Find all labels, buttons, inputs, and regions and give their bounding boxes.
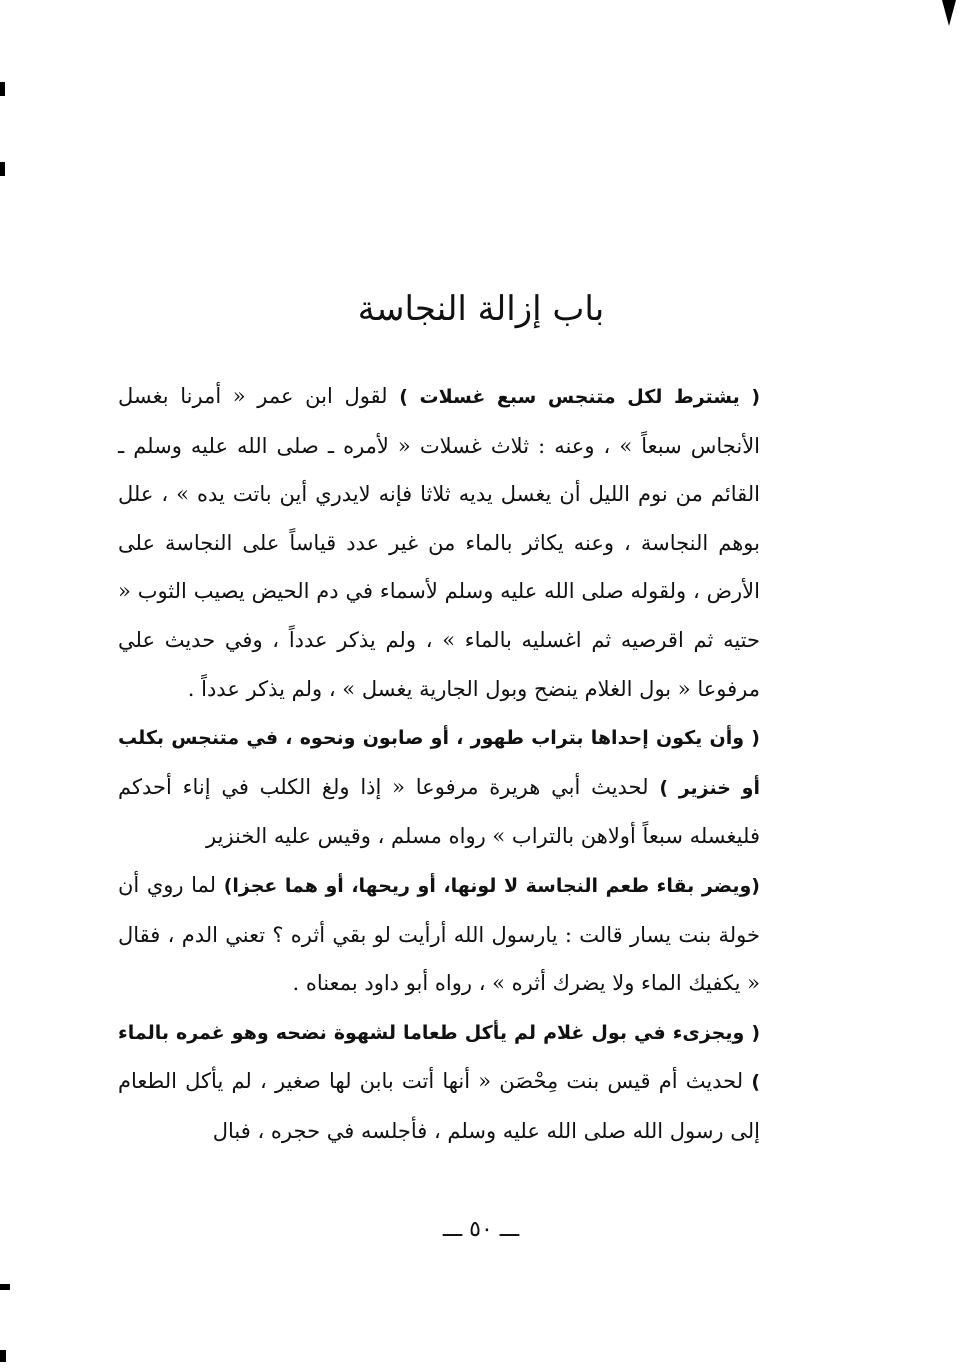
commentary-text: لقول ابن عمر « أمرنا بغسل الأنجاس سبعاً » ، وعنه : ثلاث غسلات « لأمره ـ صلى الله عليه وسلم ـ القائم من نوم الليل أن يغسل يديه ثلاثا فإنه لايدري أين باتت يده » ، علل بوهم النجاسة ، وعنه يكاثر بالماء من غير عدد قياساً على النجاسة على الأرض ، ولقوله صلى الله عليه وسلم لأسماء في دم الحيض يصيب الثوب « حتيه ثم اقرصيه ثم اغسليه بالماء » ، ولم يذكر عدداً ، وفي حديث علي مرفوعا « بول الغلام ينضح وبول الجارية يغسل » ، ولم يذكر عدداً . xyxy=(118,384,760,701)
ruling-text: ( يشترط لكل متنجس سبع غسلات ) xyxy=(399,386,760,408)
commentary-text: لما روي أن خولة بنت يسار قالت : يارسول الله أرأيت لو بقي أثره ؟ تعني الدم ، فقال « يكفيك الماء ولا يضرك أثره » ، رواه أبو داود بمعناه . xyxy=(118,872,760,996)
edge-scan-mark xyxy=(0,162,5,176)
paragraph xyxy=(118,372,760,713)
paragraph xyxy=(118,1008,760,1156)
commentary-text: لحديث أبي هريرة مرفوعا « إذا ولغ الكلب في إناء أحدكم فليغسله سبعاً أولاهن بالتراب » رواه مسلم ، وقيس عليه الخنزير xyxy=(118,774,760,849)
commentary-text: لحديث أم قيس بنت مِحْصَن « أنها أتت بابن لها صغير ، لم يأكل الطعام إلى رسول الله صلى الله عليه وسلم ، فأجلسه في حجره ، فبال xyxy=(118,1069,760,1143)
chapter-title: باب إزالة النجاسة xyxy=(357,289,605,329)
paragraph xyxy=(118,861,760,1008)
edge-scan-mark xyxy=(0,1350,6,1362)
paragraph xyxy=(118,713,760,861)
page-number: ـــ ٥٠ ـــ xyxy=(442,1217,520,1242)
ruling-text: ( وأن يكون إحداها بتراب طهور ، أو صابون ونحوه ، في متنجس بكلب أو خنزير ) xyxy=(118,727,760,799)
ruling-text: (ويضر بقاء طعم النجاسة لا لونها، أو ريحها، أو هما عجزا) xyxy=(223,874,760,897)
corner-scan-mark xyxy=(942,0,956,26)
edge-scan-mark xyxy=(0,82,5,96)
edge-scan-mark xyxy=(0,1284,10,1290)
body-text xyxy=(118,372,760,1156)
ruling-text: ( ويجزىء في بول غلام لم يأكل طعاما لشهوة نضحه وهو غمره بالماء ) xyxy=(118,1021,760,1094)
